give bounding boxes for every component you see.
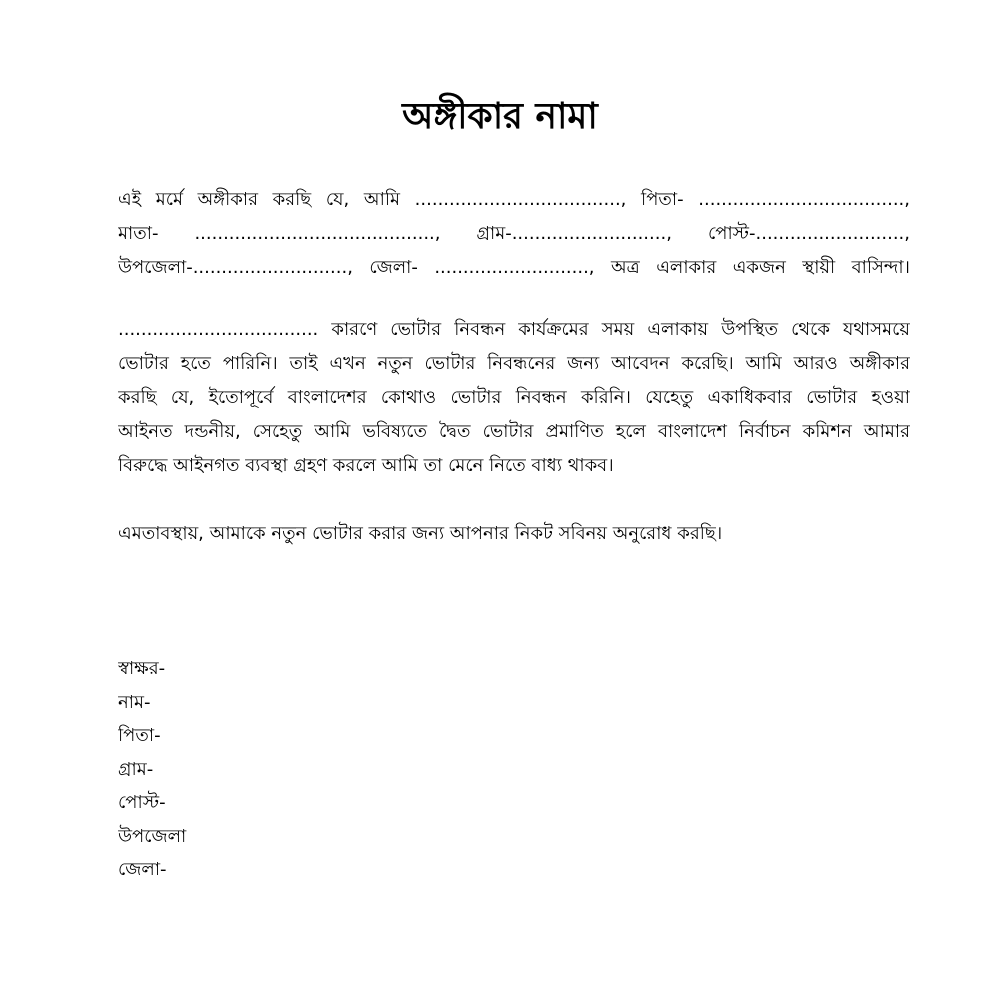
request-line: এমতাবস্থায়, আমাকে নতুন ভোটার করার জন্য আপনার নিকট সবিনয় অনুরোধ করছি।: [118, 523, 723, 544]
reason-line: করছি যে, ইতোপূর্বে বাংলাদেশর কোথাও ভোটার নিবন্ধন করিনি। যেহেতু একাধিকবার ভোটার হওয়া: [118, 387, 910, 408]
declaration-intro-paragraph: [118, 183, 910, 285]
signature-block: [118, 652, 518, 887]
reason-line: ................................... কারণে ভোটার নিবন্ধন কার্যক্রমের সময় এলাকায় উপস্থিত থেকে যথাসময়ে: [118, 319, 910, 340]
reason-line: ভোটার হতে পারিনি। তাই এখন নতুন ভোটার নিবন্ধনের জন্য আবেদন করেছি। আমি আরও অঙ্গীকার: [118, 353, 910, 374]
intro-line-upazila-district: উপজেলা-..........................., জেলা- ..........................., অত্র এলাকার একজন স্থায়ী বাসিন্দা।: [118, 257, 910, 278]
request-paragraph: [118, 517, 910, 551]
signature-field-district: জেলা-: [118, 859, 167, 880]
signature-field-post: পোস্ট-: [118, 792, 166, 813]
declaration-reason-paragraph: [118, 313, 910, 483]
signature-field-father: পিতা-: [118, 725, 161, 746]
intro-line-mother-village-post: মাতা- .........................................., গ্রাম-..........................., পোস্ট-..........................,: [118, 223, 910, 244]
page-title: অঙ্গীকার নামা: [402, 96, 598, 137]
intro-line-name-father: এই মর্মে অঙ্গীকার করছি যে, আমি ...................................., পিতা- ....................................,: [118, 189, 910, 210]
signature-field-name: নাম-: [118, 691, 151, 713]
reason-line: আইনত দন্ডনীয়, সেহেতু আমি ভবিষ্যতে দ্বৈত ভোটার প্রমাণিত হলে বাংলাদেশ নির্বাচন কমিশন আমার: [118, 421, 910, 442]
signature-field-signature: স্বাক্ষর-: [118, 658, 166, 679]
signature-field-upazila: উপজেলা: [118, 825, 187, 847]
reason-line: বিরুদ্ধে আইনগত ব্যবস্থা গ্রহণ করলে আমি তা মেনে নিতে বাধ্য থাকব।: [118, 455, 614, 476]
signature-field-village: গ্রাম-: [118, 758, 154, 780]
